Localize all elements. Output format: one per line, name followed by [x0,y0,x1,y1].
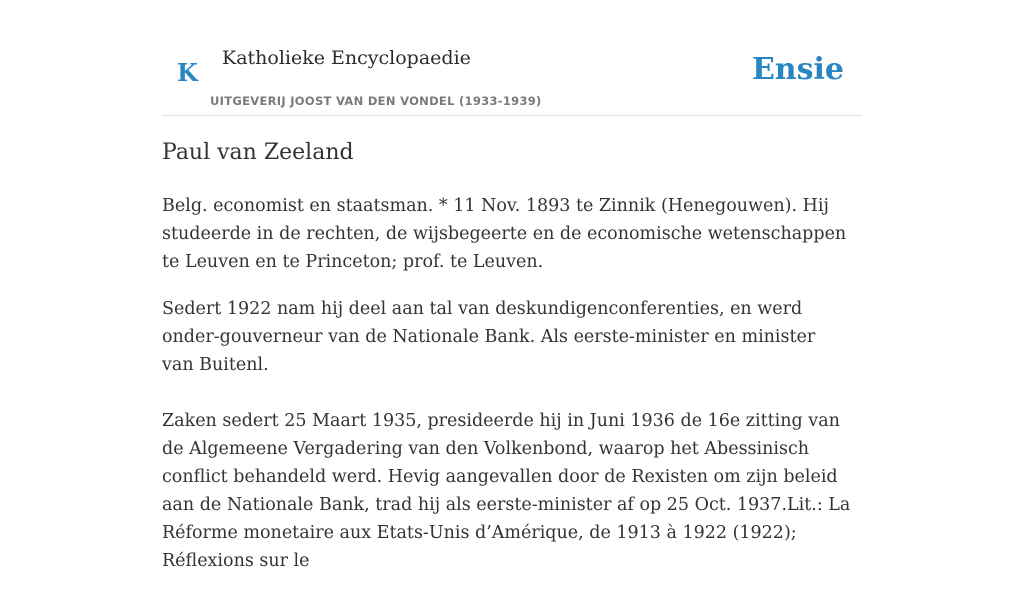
article-paragraph: Belg. economist en staatsman. * 11 Nov. 1893 te Zinnik (Henegouwen). Hij studeerde in de rechten, de wijsbegeerte en de economische wetenschappen te Leuven en te Princeton; prof. te Leuven. [162,196,847,272]
publisher-label: UITGEVERIJ JOOST VAN DEN VONDEL (1933-1939) [210,94,542,108]
article-paragraph: Zaken sedert 25 Maart 1935, presideerde hij in Juni 1936 de 16e zitting van de Algemeene Vergadering van den Volkenbond, waarop het Abessinisch conflict behandeld werd. Hevig aangevallen door de Rexisten om zijn beleid aan de Nationale Bank, trad hij als eerste-minister af op 25 Oct. 1937.Lit.: La Réforme monetaire aux Etats-Unis d’Amérique, de 1913 à 1922 (1922); Réflexions sur le [162,411,851,571]
site-title[interactable]: Katholieke Encyclopaedie [222,47,471,69]
site-logo-k[interactable]: K [177,58,198,87]
article-paragraph: Sedert 1922 nam hij deel aan tal van deskundigenconferenties, en werd onder-gouverneur van de Nationale Bank. Als eerste-minister en minister van Buitenl. [162,299,816,375]
site-header [162,40,862,116]
ensie-brand-link[interactable]: Ensie [751,52,844,87]
article-body [162,192,852,594]
article-title: Paul van Zeeland [162,140,354,165]
